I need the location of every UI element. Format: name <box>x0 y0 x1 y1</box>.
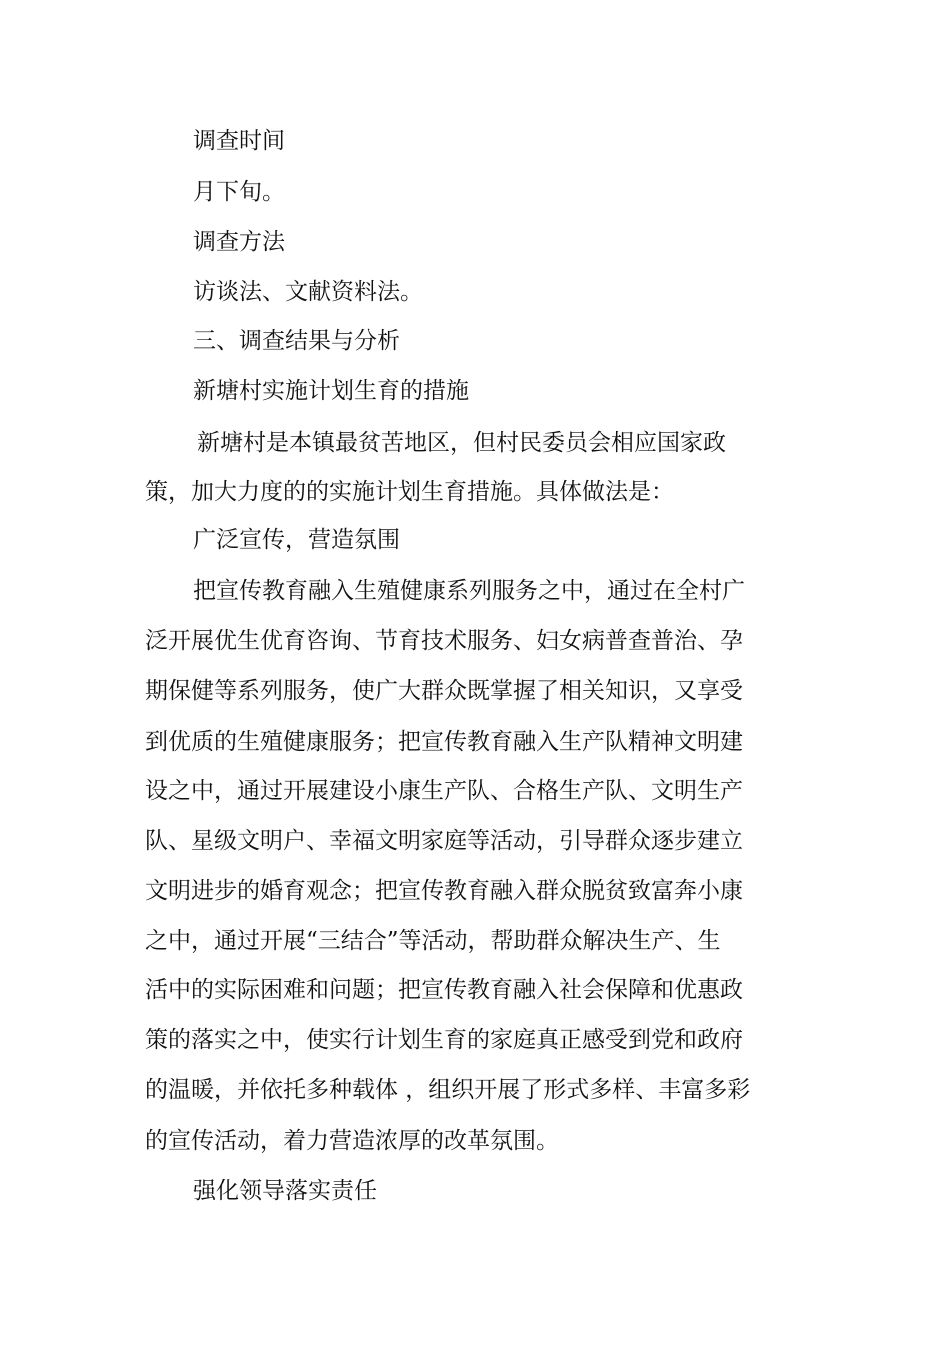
paragraph-line: 泛开展优生优育咨询、节育技术服务、妇女病普查普治、孕 <box>145 628 743 654</box>
heading-survey-time: 调查时间 <box>193 128 285 154</box>
paragraph-line: 的温暖，并依托多种载体 ，组织开展了形式多样、丰富多彩 <box>145 1077 751 1103</box>
paragraph-line: 队、星级文明户、幸福文明家庭等活动，引导群众逐步建立 <box>145 828 743 854</box>
paragraph-line: 把宣传教育融入生殖健康系列服务之中，通过在全村广 <box>193 578 745 604</box>
paragraph-line: 期保健等系列服务，使广大群众既掌握了相关知识，又享受 <box>145 678 743 704</box>
section-heading-results: 三、调查结果与分析 <box>193 328 400 354</box>
paragraph-line: 之中，通过开展“三结合”等活动，帮助群众解决生产、生 <box>145 928 721 954</box>
survey-time-value: 月下旬。 <box>193 179 285 205</box>
paragraph-line: 设之中，通过开展建设小康生产队、合格生产队、文明生产 <box>145 778 743 804</box>
paragraph-line: 活中的实际困难和问题；把宣传教育融入社会保障和优惠政 <box>145 977 743 1003</box>
intro-line: 策，加大力度的的实施计划生育措施。具体做法是： <box>145 479 674 505</box>
paragraph-line: 文明进步的婚育观念；把宣传教育融入群众脱贫致富奔小康 <box>145 878 743 904</box>
intro-line: 新塘村是本镇最贫苦地区，但村民委员会相应国家政 <box>197 430 726 456</box>
subheading-measures: 新塘村实施计划生育的措施 <box>193 378 469 404</box>
paragraph-line: 到优质的生殖健康服务；把宣传教育融入生产队精神文明建 <box>145 729 743 755</box>
survey-method-value: 访谈法、文献资料法。 <box>193 279 423 305</box>
heading-survey-method: 调查方法 <box>193 229 285 255</box>
paragraph-line: 的宣传活动，着力营造浓厚的改革氛围。 <box>145 1128 559 1154</box>
paragraph-line: 策的落实之中，使实行计划生育的家庭真正感受到党和政府 <box>145 1027 743 1053</box>
subheading-leadership: 强化领导落实责任 <box>193 1178 377 1204</box>
subheading-publicity: 广泛宣传，营造氛围 <box>193 527 400 553</box>
